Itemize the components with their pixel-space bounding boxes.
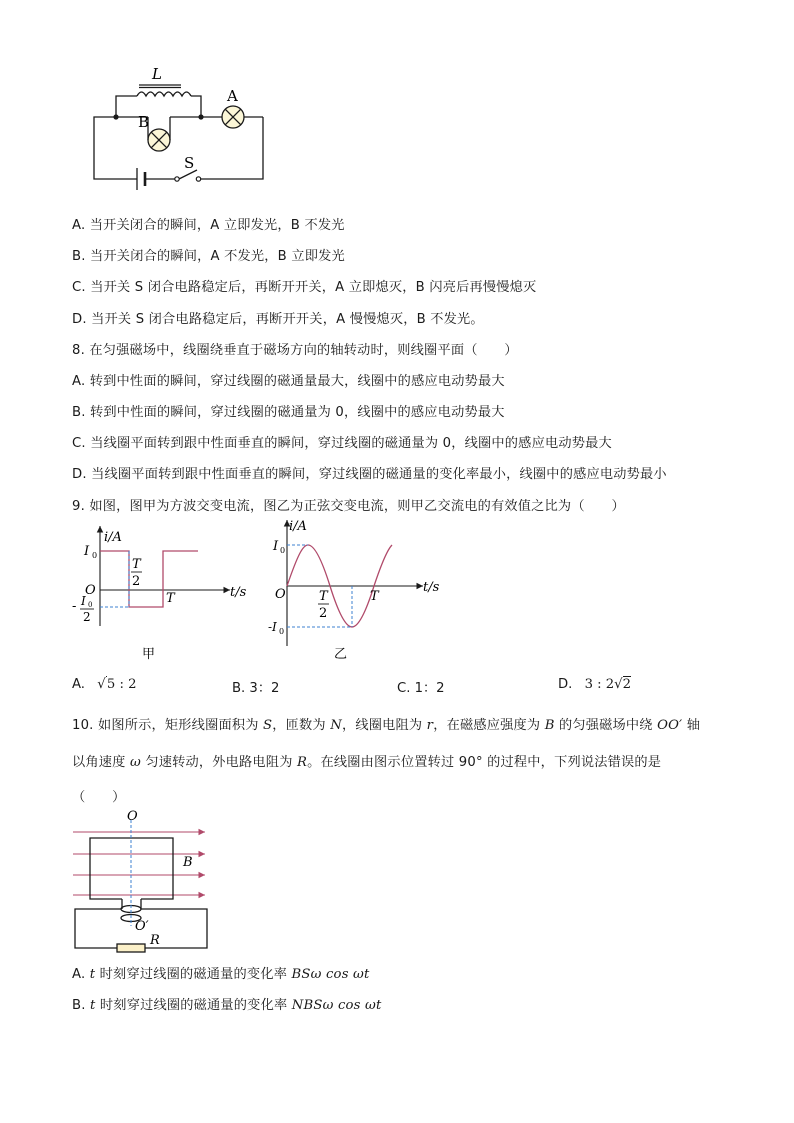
- yi-caption: 乙: [334, 647, 348, 662]
- q9-stem: 9. 如图，图甲为方波交变电流，图乙为正弦交变电流，则甲乙交流电的有效值之比为（ ）: [72, 499, 625, 514]
- q10-option-a-expr: BSω cos ωt: [291, 967, 370, 982]
- jia-caption: 甲: [142, 647, 156, 662]
- q9-graph-jia: [70, 518, 260, 666]
- jia-half-t-num: T: [132, 557, 141, 572]
- q9-option-c: C. 1：2: [397, 681, 445, 696]
- jia-half-t-den: 2: [132, 574, 141, 589]
- svg-text:0: 0: [279, 627, 285, 636]
- q9-option-b: B. 3：2: [232, 681, 280, 696]
- q9-option-d-expr: 3 : 2: [584, 677, 615, 692]
- q7-option-d: D. 当开关 S 闭合电路稳定后，再断开开关，A 慢慢熄灭，B 不发光。: [72, 312, 484, 327]
- q10-stem-line2: 以角速度 ω 匀速转动，外电路电阻为 R。在线圈由图示位置转过 90° 的过程中，下列说法错误的是: [72, 755, 662, 770]
- yi-xlabel: t/s: [423, 580, 440, 595]
- svg-text:0: 0: [92, 551, 98, 560]
- q10-label-b: B: [183, 855, 193, 870]
- yi-half-t-num: T: [319, 589, 328, 604]
- jia-neg-num: I: [81, 594, 86, 608]
- yi-t-label: T: [370, 589, 379, 604]
- label-switch: S: [184, 154, 195, 172]
- jia-neg-sign: -: [72, 599, 77, 614]
- q10-option-b: B. t 时刻穿过线圈的磁通量的变化率 NBSω cos ωt: [72, 998, 382, 1013]
- q8-option-c: C. 当线圈平面转到跟中性面垂直的瞬间，穿过线圈的磁通量为 0，线圈中的感应电动势最大: [72, 436, 612, 451]
- q7-circuit-diagram: [85, 60, 275, 190]
- q10-coil-diagram: [65, 808, 215, 958]
- q10-label-o-prime: O′: [135, 919, 149, 934]
- svg-text:0: 0: [88, 601, 93, 609]
- q9-option-d: D. 3 : 2√2: [558, 677, 631, 692]
- q7-option-c: C. 当开关 S 闭合电路稳定后，再断开开关，A 立即熄灭，B 闪亮后再慢慢熄灭: [72, 280, 537, 295]
- q8-option-b: B. 转到中性面的瞬间，穿过线圈的磁通量为 0，线圈中的感应电动势最大: [72, 405, 505, 420]
- label-inductor: L: [152, 65, 162, 83]
- q10-label-o: O: [127, 809, 138, 824]
- jia-i0: I: [84, 544, 90, 559]
- yi-origin: O: [275, 587, 286, 602]
- q10-label-r: R: [150, 933, 160, 948]
- lamp-a: [222, 106, 244, 128]
- q10-option-a: A. t 时刻穿过线圈的磁通量的变化率 BSω cos ωt: [72, 967, 370, 982]
- q10-answer-blank: （ ）: [72, 790, 126, 805]
- q7-option-a: A. 当开关闭合的瞬间，A 立即发光，B 不发光: [72, 218, 345, 233]
- q10-stem-line1: 10. 如图所示，矩形线圈面积为 S，匝数为 N，线圈电阻为 r，在磁感应强度为 B 的匀强磁场中绕 OO′ 轴: [72, 718, 701, 733]
- yi-ylabel: i/A: [289, 519, 307, 534]
- jia-ylabel: i/A: [104, 530, 122, 545]
- yi-half-t-den: 2: [319, 606, 328, 621]
- q9-graph-yi: [268, 514, 448, 666]
- q8-stem: 8. 在匀强磁场中，线圈绕垂直于磁场方向的轴转动时，则线圈平面（ ）: [72, 343, 518, 358]
- label-lamp-b: B: [138, 113, 150, 131]
- q7-option-b: B. 当开关闭合的瞬间，A 不发光，B 立即发光: [72, 249, 345, 264]
- q8-option-d: D. 当线圈平面转到跟中性面垂直的瞬间，穿过线圈的磁通量的变化率最小，线圈中的感应电动势最小: [72, 467, 667, 482]
- q9-option-a: A. √ 5 : 2: [72, 677, 137, 692]
- yi-i0: I: [273, 539, 279, 554]
- q9-option-a-expr: 5 : 2: [106, 677, 137, 692]
- lamp-b: [148, 117, 170, 151]
- jia-t-label: T: [166, 591, 175, 606]
- yi-neg-i0: -I: [268, 620, 277, 634]
- jia-xlabel: t/s: [230, 585, 247, 600]
- q8-option-a: A. 转到中性面的瞬间，穿过线圈的磁通量最大，线圈中的感应电动势最大: [72, 374, 505, 389]
- label-lamp-a: A: [227, 87, 238, 105]
- svg-text:0: 0: [280, 546, 286, 555]
- q10-option-b-expr: NBSω cos ωt: [291, 998, 382, 1013]
- jia-origin: O: [85, 583, 96, 598]
- jia-neg-den: 2: [83, 610, 91, 624]
- q9-option-d-tail: 2: [622, 677, 631, 692]
